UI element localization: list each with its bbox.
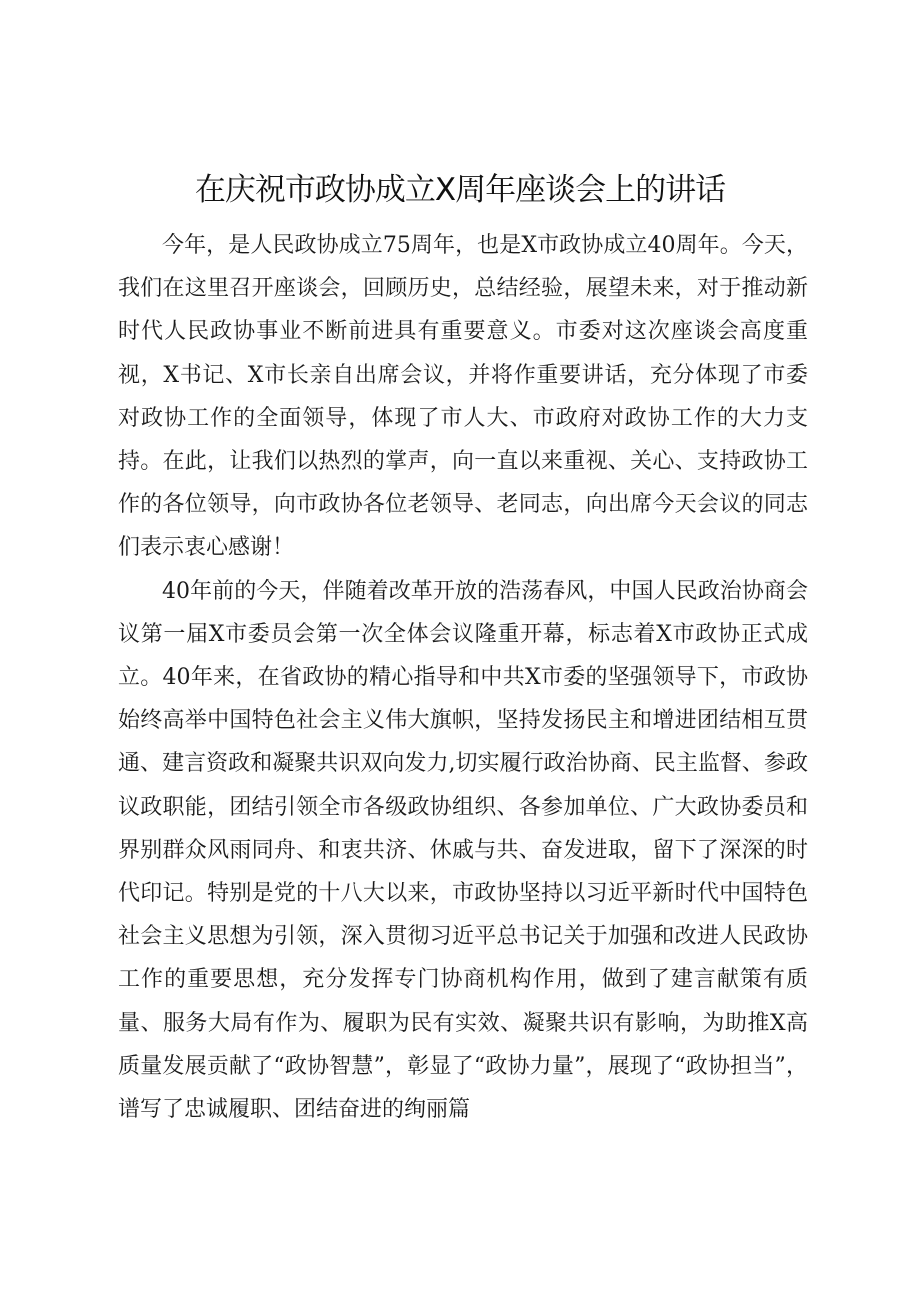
paragraph-2: 40年前的今天，伴随着改革开放的浩荡春风，中国人民政治协商会议第一届X市委员会第一次全体会议隆重开幕，标志着X市政协正式成立。40年来，在省政协的精心指导和中共X市委的坚强领导下，市政协始终高举中国特色社会主义伟大旗帜，坚持发扬民主和增进团结相互贯通、建言资政和凝聚共识双向发力,切实履行政治协商、民主监督、参政议政职能，团结引领全市各级政协组织、各参加单位、广大政协委员和界别群众风雨同舟、和衷共济、休戚与共、奋发进取，留下了深深的时代印记。特别是党的十八大以来，市政协坚持以习近平新时代中国特色社会主义思想为引领，深入贯彻习近平总书记关于加强和改进人民政协工作的重要思想，充分发挥专门协商机构作用，做到了建言献策有质量、服务大局有作为、履职为民有实效、凝聚共识有影响，为助推X高质量发展贡献了“政协智慧”，彰显了“政协力量”，展现了“政协担当”，谱写了忠诚履职、团结奋进的绚丽篇 <box>118 578 808 1123</box>
document-body <box>118 224 808 1131</box>
document-title: 在庆祝市政协成立X周年座谈会上的讲话 <box>194 172 726 208</box>
paragraph-1: 今年，是人民政协成立75周年，也是X市政协成立40周年。今天，我们在这里召开座谈会，回顾历史，总结经验，展望未来，对于推动新时代人民政协事业不断前进具有重要意义。市委对这次座谈会高度重视，X书记、X市长亲自出席会议，并将作重要讲话，充分体现了市委对政协工作的全面领导，体现了市人大、市政府对政协工作的大力支持。在此，让我们以热烈的掌声，向一直以来重视、关心、支持政协工作的各位领导，向市政协各位老领导、老同志，向出席今天会议的同志们表示衷心感谢！ <box>118 233 808 561</box>
